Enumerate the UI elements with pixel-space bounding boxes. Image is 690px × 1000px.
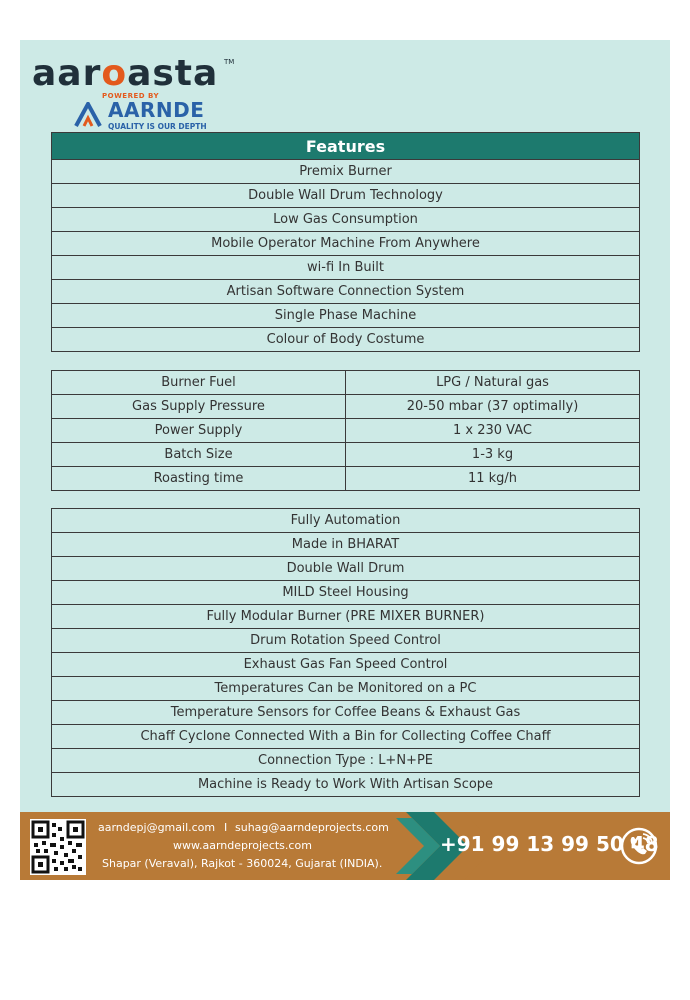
powered-by-label: POWERED BY (102, 92, 160, 100)
features-title: Features (52, 133, 640, 160)
spec-row (52, 419, 640, 443)
capability-row: Machine is Ready to Work With Artisan Scope (52, 773, 640, 797)
capability-row: Fully Automation (52, 509, 640, 533)
capability-row: Chaff Cyclone Connected With a Bin for Collecting Coffee Chaff (52, 725, 640, 749)
qr-code-icon[interactable] (30, 819, 86, 875)
capability-row: Temperatures Can be Monitored on a PC (52, 677, 640, 701)
phone-number[interactable]: +91 99 13 99 50 48 (440, 832, 659, 856)
capability-row: Connection Type : L+N+PE (52, 749, 640, 773)
feature-row: Double Wall Drum Technology (52, 184, 640, 208)
feature-row: Mobile Operator Machine From Anywhere (52, 232, 640, 256)
capability-row: Temperature Sensors for Coffee Beans & Exhaust Gas (52, 701, 640, 725)
logo-wordmark: aaroasta (32, 53, 219, 94)
brochure-page (20, 40, 670, 880)
spec-value: 1 x 230 VAC (346, 419, 640, 443)
spec-value: 11 kg/h (346, 467, 640, 491)
trademark: TM (224, 58, 235, 66)
capability-row: Made in BHARAT (52, 533, 640, 557)
spec-label: Burner Fuel (52, 371, 346, 395)
email-secondary[interactable]: suhag@aarndeprojects.com (235, 821, 389, 834)
spec-row (52, 443, 640, 467)
spec-value: LPG / Natural gas (346, 371, 640, 395)
features-table (51, 132, 640, 352)
feature-row: Premix Burner (52, 160, 640, 184)
spec-row (52, 371, 640, 395)
flame-letter: o (101, 53, 128, 94)
contact-footer (20, 812, 670, 880)
spec-row (52, 395, 640, 419)
email-separator: I (224, 821, 228, 834)
spec-label: Power Supply (52, 419, 346, 443)
spec-value: 1-3 kg (346, 443, 640, 467)
capability-row: Drum Rotation Speed Control (52, 629, 640, 653)
company-tagline: QUALITY IS OUR DEPTH (108, 122, 207, 131)
phone-icon (620, 827, 658, 865)
capability-row: Fully Modular Burner (PRE MIXER BURNER) (52, 605, 640, 629)
spec-row (52, 467, 640, 491)
capability-row: Double Wall Drum (52, 557, 640, 581)
specs-table (51, 370, 640, 491)
company-name: AARNDE (108, 98, 205, 122)
feature-row: Low Gas Consumption (52, 208, 640, 232)
address-text: Shapar (Veraval), Rajkot - 360024, Gujarat (INDIA). (102, 857, 383, 870)
feature-row: Colour of Body Costume (52, 328, 640, 352)
spec-label: Roasting time (52, 467, 346, 491)
aaroasta-logo (32, 53, 235, 131)
feature-row: Artisan Software Connection System (52, 280, 640, 304)
email-primary[interactable]: aarndepj@gmail.com (98, 821, 216, 834)
spec-value: 20-50 mbar (37 optimally) (346, 395, 640, 419)
spec-label: Gas Supply Pressure (52, 395, 346, 419)
spec-label: Batch Size (52, 443, 346, 467)
capabilities-table (51, 508, 640, 797)
capability-row: Exhaust Gas Fan Speed Control (52, 653, 640, 677)
feature-row: wi-fi In Built (52, 256, 640, 280)
capability-row: MILD Steel Housing (52, 581, 640, 605)
website-link[interactable]: www.aarndeprojects.com (173, 839, 312, 852)
feature-row: Single Phase Machine (52, 304, 640, 328)
aarnde-logo-icon (74, 102, 104, 128)
